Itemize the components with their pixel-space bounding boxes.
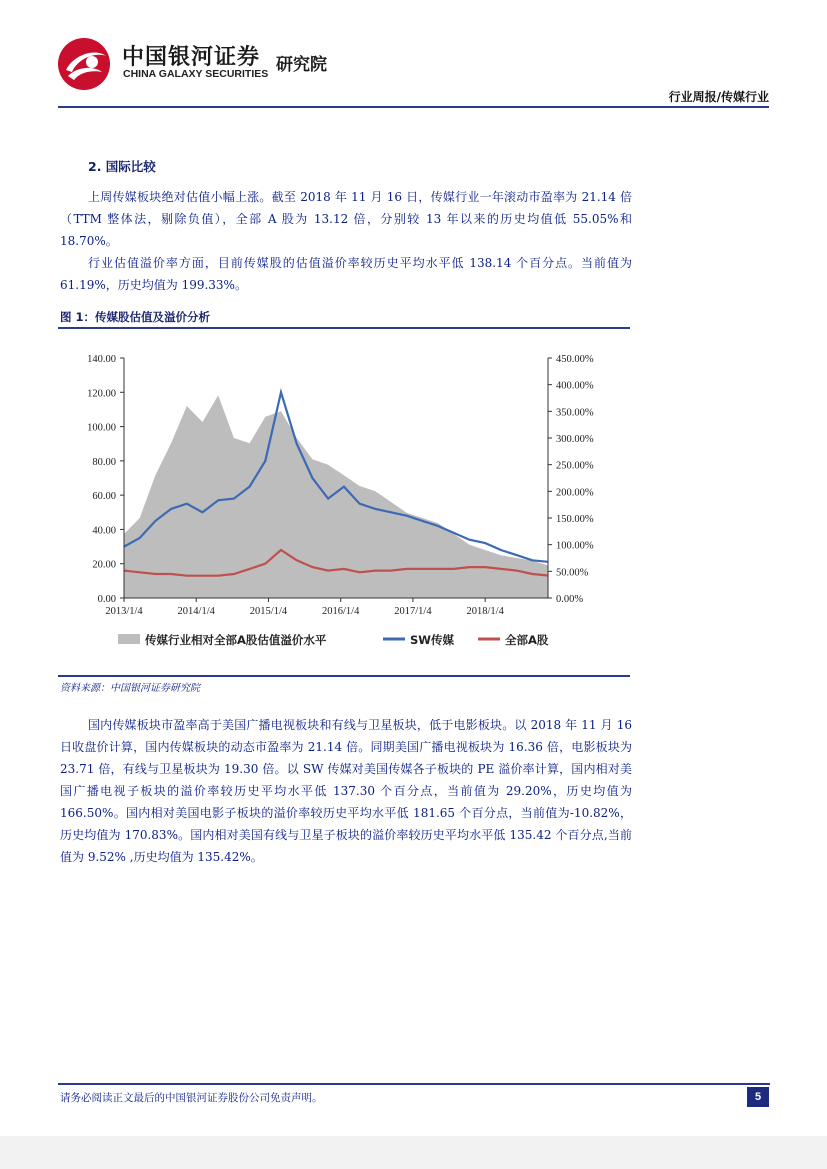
page-number: 5 [747, 1087, 769, 1107]
logo-english-name: CHINA GALAXY SECURITIES [123, 68, 269, 80]
legend-label: SW传媒 [410, 633, 454, 647]
left-tick-label: 80.00 [92, 456, 116, 468]
figure-source: 资料来源：中国银河证券研究院 [60, 683, 200, 694]
right-tick-label: 450.00% [556, 354, 594, 365]
figure-bottom-rule [58, 675, 630, 677]
section-title: 2. 国际比较 [88, 159, 156, 174]
x-tick-label: 2017/1/4 [394, 606, 432, 617]
left-tick-label: 40.00 [92, 525, 116, 537]
right-tick-label: 350.00% [556, 407, 594, 419]
paragraph-comparison: 国内传媒板块市盈率高于美国广播电视板块和有线与卫星板块，低于电影板块。以 2018 年 11 月 16 日收盘价计算，国内传媒板块的动态市盈率为 21.14 倍。同期美国广播电视板块为 16.36 倍，电影板块为 23.71 倍，有线与卫星板块为 19.30 倍。以 SW 传媒对美国传媒各子板块的 PE 溢价率计算，国内相对美国广播电视子板块的溢价率较历史平均水平低 137.30 个百分点，当前值为 29.20%，历史均值为 166.50%。国内相对美国电影子板块的溢价率较历史平均水平低 181.65 个百分点，当前值为-10.82%，历史均值为 170.83%。国内相对美国有线与卫星子板块的溢价率较历史平均水平低 135.42 个百分点,当前值为 9.52% ,历史均值为 135.42%。 [60, 718, 632, 864]
footer-disclaimer: 请务必阅读正文最后的中国银河证券股份公司免责声明。 [60, 1092, 323, 1104]
comparison-paragraph [60, 714, 632, 868]
right-tick-label: 400.00% [556, 380, 594, 392]
header-divider [58, 106, 769, 108]
right-tick-label: 50.00% [556, 567, 589, 579]
right-tick-label: 0.00% [556, 594, 584, 605]
left-tick-label: 120.00 [87, 388, 116, 400]
left-tick-label: 100.00 [87, 422, 116, 434]
valuation-premium-chart [58, 342, 630, 670]
x-tick-label: 2013/1/4 [105, 606, 143, 617]
legend-label: 传媒行业相对全部A股估值溢价水平 [145, 633, 327, 647]
figure-title: 图 1：传媒股估值及溢价分析 [60, 310, 211, 324]
paragraph-premium: 行业估值溢价率方面，目前传媒股的估值溢价率较历史平均水平低 138.14 个百分点。当前值为 61.19%，历史均值为 199.33%。 [60, 256, 632, 292]
logo-chinese-name: 中国银河证券 [122, 45, 261, 70]
paragraph-valuation: 上周传媒板块绝对估值小幅上涨。截至 2018 年 11 月 16 日，传媒行业一年滚动市盈率为 21.14 倍（TTM 整体法，剔除负值），全部 A 股为 13.12 倍，分别较 13 年以来的历史均值低 55.05%和 18.70%。 [60, 190, 632, 248]
legend-swatch-premium [118, 634, 140, 644]
right-tick-label: 250.00% [556, 460, 594, 472]
left-tick-label: 20.00 [92, 559, 116, 571]
footer-divider [58, 1083, 770, 1085]
left-tick-label: 0.00 [97, 594, 116, 605]
x-tick-label: 2015/1/4 [249, 606, 288, 617]
right-tick-label: 200.00% [556, 487, 594, 499]
left-tick-label: 140.00 [87, 354, 116, 365]
report-type: 行业周报/传媒行业 [668, 90, 769, 104]
x-tick-label: 2016/1/4 [322, 606, 360, 617]
right-tick-label: 150.00% [556, 514, 594, 525]
left-tick-label: 60.00 [92, 491, 116, 503]
page-bottom-band [0, 1136, 827, 1169]
galaxy-logo-icon [56, 36, 112, 92]
right-tick-label: 300.00% [556, 434, 594, 445]
x-tick-label: 2014/1/4 [177, 606, 215, 617]
right-tick-label: 100.00% [556, 540, 594, 552]
x-tick-label: 2018/1/4 [466, 606, 504, 617]
intro-paragraphs [60, 186, 632, 296]
legend-label: 全部A股 [505, 633, 549, 647]
logo-institute: 研究院 [276, 55, 327, 75]
figure-top-rule [58, 327, 630, 329]
